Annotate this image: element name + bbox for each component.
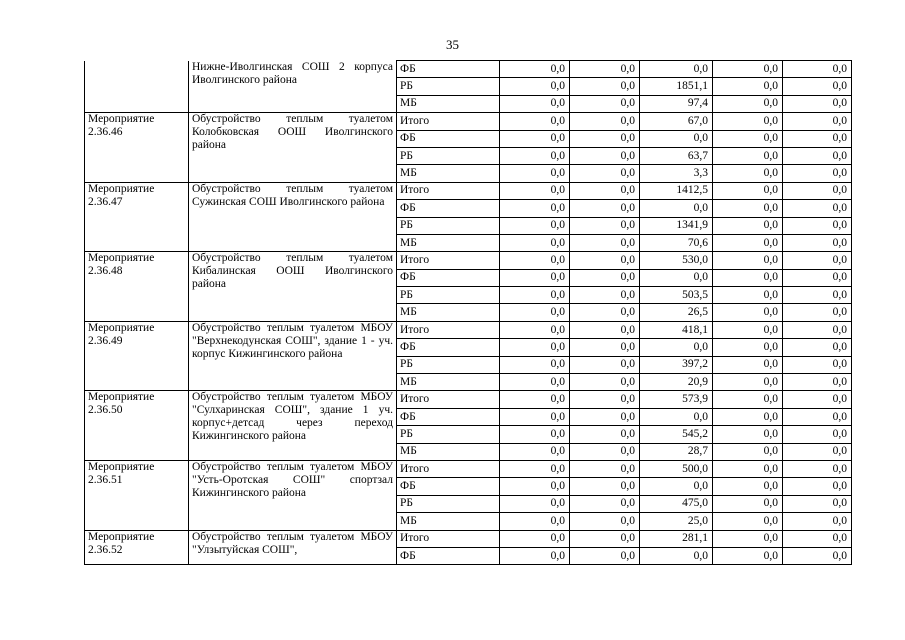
amount-cell: 573,9 — [640, 391, 713, 408]
funding-source-cell: МБ — [397, 443, 500, 460]
amount-cell: 500,0 — [640, 460, 713, 477]
amount-cell: 0,0 — [783, 200, 852, 217]
amount-cell: 0,0 — [640, 547, 713, 564]
amount-cell: 0,0 — [640, 478, 713, 495]
amount-cell: 0,0 — [783, 182, 852, 199]
amount-cell: 0,0 — [570, 165, 640, 182]
amount-cell: 0,0 — [783, 478, 852, 495]
activity-code-cell: Мероприятие 2.36.50 — [85, 391, 189, 461]
amount-cell: 0,0 — [783, 130, 852, 147]
amount-cell: 67,0 — [640, 113, 713, 130]
amount-cell: 0,0 — [783, 234, 852, 251]
page-number: 35 — [446, 37, 459, 52]
amount-cell: 0,0 — [713, 513, 783, 530]
amount-cell: 0,0 — [570, 495, 640, 512]
activity-code-cell: Мероприятие 2.36.51 — [85, 460, 189, 530]
amount-cell: 0,0 — [783, 391, 852, 408]
amount-cell: 0,0 — [570, 530, 640, 547]
amount-cell: 281,1 — [640, 530, 713, 547]
amount-cell: 0,0 — [783, 408, 852, 425]
funding-source-cell: ФБ — [397, 339, 500, 356]
funding-source-cell: ФБ — [397, 408, 500, 425]
funding-source-cell: ФБ — [397, 547, 500, 564]
activity-description-cell: Нижне-Иволгинская СОШ 2 корпуса Иволгинского района — [189, 61, 397, 113]
funding-source-cell: ФБ — [397, 130, 500, 147]
amount-cell: 0,0 — [783, 113, 852, 130]
funding-source-cell: РБ — [397, 287, 500, 304]
amount-cell: 20,9 — [640, 374, 713, 391]
amount-cell: 0,0 — [713, 426, 783, 443]
funding-source-cell: ФБ — [397, 478, 500, 495]
amount-cell: 0,0 — [640, 339, 713, 356]
amount-cell: 0,0 — [570, 321, 640, 338]
amount-cell: 0,0 — [570, 269, 640, 286]
funding-source-cell: РБ — [397, 426, 500, 443]
amount-cell: 3,3 — [640, 165, 713, 182]
amount-cell: 0,0 — [713, 165, 783, 182]
amount-cell: 0,0 — [570, 78, 640, 95]
amount-cell: 0,0 — [783, 95, 852, 112]
amount-cell: 0,0 — [570, 478, 640, 495]
amount-cell: 0,0 — [640, 200, 713, 217]
funding-source-cell: Итого — [397, 391, 500, 408]
amount-cell: 0,0 — [783, 374, 852, 391]
activity-description-cell: Обустройство теплым туалетом Кибалинская ООШ Иволгинского района — [189, 252, 397, 322]
amount-cell: 0,0 — [570, 147, 640, 164]
activity-code-cell — [85, 61, 189, 113]
amount-cell: 0,0 — [570, 408, 640, 425]
amount-cell: 0,0 — [570, 513, 640, 530]
amount-cell: 0,0 — [570, 130, 640, 147]
budget-table — [84, 60, 852, 565]
amount-cell: 0,0 — [500, 252, 570, 269]
amount-cell: 0,0 — [500, 95, 570, 112]
amount-cell: 0,0 — [713, 234, 783, 251]
amount-cell: 0,0 — [500, 147, 570, 164]
amount-cell: 397,2 — [640, 356, 713, 373]
amount-cell: 0,0 — [713, 252, 783, 269]
amount-cell: 0,0 — [713, 147, 783, 164]
activity-description-cell: Обустройство теплым туалетом МБОУ "Сулхаринская СОШ", здание 1 уч. корпус+детсад через переход Кижингинского района — [189, 391, 397, 461]
amount-cell: 0,0 — [500, 78, 570, 95]
amount-cell: 0,0 — [500, 113, 570, 130]
table-row — [85, 460, 852, 477]
amount-cell: 530,0 — [640, 252, 713, 269]
amount-cell: 545,2 — [640, 426, 713, 443]
amount-cell: 0,0 — [713, 374, 783, 391]
amount-cell: 0,0 — [640, 130, 713, 147]
amount-cell: 0,0 — [713, 269, 783, 286]
amount-cell: 0,0 — [500, 356, 570, 373]
amount-cell: 0,0 — [783, 530, 852, 547]
amount-cell: 0,0 — [713, 478, 783, 495]
funding-source-cell: РБ — [397, 147, 500, 164]
amount-cell: 0,0 — [713, 339, 783, 356]
amount-cell: 0,0 — [713, 287, 783, 304]
amount-cell: 0,0 — [783, 495, 852, 512]
amount-cell: 0,0 — [713, 61, 783, 78]
amount-cell: 0,0 — [783, 78, 852, 95]
amount-cell: 0,0 — [783, 547, 852, 564]
funding-source-cell: МБ — [397, 304, 500, 321]
activity-code-cell: Мероприятие 2.36.52 — [85, 530, 189, 565]
amount-cell: 0,0 — [500, 391, 570, 408]
amount-cell: 0,0 — [783, 304, 852, 321]
funding-source-cell: Итого — [397, 460, 500, 477]
amount-cell: 0,0 — [570, 304, 640, 321]
amount-cell: 0,0 — [713, 130, 783, 147]
funding-source-cell: МБ — [397, 95, 500, 112]
amount-cell: 0,0 — [570, 252, 640, 269]
amount-cell: 0,0 — [640, 269, 713, 286]
amount-cell: 0,0 — [570, 95, 640, 112]
amount-cell: 25,0 — [640, 513, 713, 530]
funding-source-cell: РБ — [397, 217, 500, 234]
table-body — [85, 61, 852, 565]
activity-description-cell: Обустройство теплым туалетом МБОУ "Усть-Оротская СОШ" спортзал Кижингинского района — [189, 460, 397, 530]
amount-cell: 0,0 — [500, 460, 570, 477]
amount-cell: 0,0 — [640, 408, 713, 425]
amount-cell: 26,5 — [640, 304, 713, 321]
funding-source-cell: РБ — [397, 495, 500, 512]
amount-cell: 0,0 — [713, 530, 783, 547]
amount-cell: 0,0 — [570, 182, 640, 199]
amount-cell: 0,0 — [500, 530, 570, 547]
amount-cell: 503,5 — [640, 287, 713, 304]
amount-cell: 0,0 — [500, 321, 570, 338]
funding-source-cell: Итого — [397, 530, 500, 547]
activity-description-cell: Обустройство теплым туалетом МБОУ "Верхнекодунская СОШ", здание 1 - уч. корпус Кижингинского района — [189, 321, 397, 391]
funding-source-cell: Итого — [397, 182, 500, 199]
amount-cell: 0,0 — [783, 443, 852, 460]
amount-cell: 0,0 — [713, 321, 783, 338]
amount-cell: 0,0 — [783, 147, 852, 164]
amount-cell: 63,7 — [640, 147, 713, 164]
amount-cell: 0,0 — [713, 182, 783, 199]
funding-source-cell: ФБ — [397, 61, 500, 78]
amount-cell: 0,0 — [783, 426, 852, 443]
amount-cell: 0,0 — [500, 165, 570, 182]
amount-cell: 0,0 — [783, 339, 852, 356]
amount-cell: 0,0 — [500, 234, 570, 251]
amount-cell: 0,0 — [570, 547, 640, 564]
amount-cell: 0,0 — [500, 182, 570, 199]
amount-cell: 0,0 — [570, 339, 640, 356]
amount-cell: 0,0 — [713, 304, 783, 321]
funding-source-cell: МБ — [397, 513, 500, 530]
amount-cell: 0,0 — [500, 374, 570, 391]
amount-cell: 0,0 — [500, 339, 570, 356]
funding-source-cell: МБ — [397, 234, 500, 251]
amount-cell: 0,0 — [500, 200, 570, 217]
amount-cell: 0,0 — [500, 547, 570, 564]
amount-cell: 0,0 — [783, 321, 852, 338]
table-row — [85, 391, 852, 408]
amount-cell: 0,0 — [783, 217, 852, 234]
funding-source-cell: ФБ — [397, 200, 500, 217]
amount-cell: 0,0 — [500, 513, 570, 530]
amount-cell: 0,0 — [570, 234, 640, 251]
amount-cell: 0,0 — [783, 460, 852, 477]
amount-cell: 0,0 — [500, 443, 570, 460]
amount-cell: 0,0 — [713, 200, 783, 217]
amount-cell: 0,0 — [783, 269, 852, 286]
table-row — [85, 113, 852, 130]
funding-source-cell: РБ — [397, 78, 500, 95]
funding-source-cell: Итого — [397, 113, 500, 130]
activity-description-cell: Обустройство теплым туалетом МБОУ "Улзытуйская СОШ", — [189, 530, 397, 565]
activity-code-cell: Мероприятие 2.36.49 — [85, 321, 189, 391]
amount-cell: 1412,5 — [640, 182, 713, 199]
amount-cell: 0,0 — [713, 78, 783, 95]
amount-cell: 0,0 — [783, 165, 852, 182]
amount-cell: 0,0 — [570, 391, 640, 408]
amount-cell: 0,0 — [640, 61, 713, 78]
funding-source-cell: Итого — [397, 321, 500, 338]
activity-code-cell: Мероприятие 2.36.47 — [85, 182, 189, 252]
funding-source-cell: Итого — [397, 252, 500, 269]
amount-cell: 0,0 — [713, 460, 783, 477]
funding-source-cell: МБ — [397, 165, 500, 182]
table-row — [85, 321, 852, 338]
amount-cell: 0,0 — [713, 391, 783, 408]
table-row — [85, 61, 852, 78]
table-row — [85, 182, 852, 199]
amount-cell: 0,0 — [570, 200, 640, 217]
amount-cell: 0,0 — [570, 356, 640, 373]
amount-cell: 0,0 — [783, 356, 852, 373]
amount-cell: 0,0 — [570, 217, 640, 234]
amount-cell: 0,0 — [570, 460, 640, 477]
amount-cell: 28,7 — [640, 443, 713, 460]
funding-source-cell: МБ — [397, 374, 500, 391]
amount-cell: 1851,1 — [640, 78, 713, 95]
activity-code-cell: Мероприятие 2.36.46 — [85, 113, 189, 183]
amount-cell: 70,6 — [640, 234, 713, 251]
funding-source-cell: РБ — [397, 356, 500, 373]
amount-cell: 0,0 — [500, 478, 570, 495]
activity-code-cell: Мероприятие 2.36.48 — [85, 252, 189, 322]
amount-cell: 418,1 — [640, 321, 713, 338]
table-row — [85, 530, 852, 547]
table-row — [85, 252, 852, 269]
amount-cell: 0,0 — [500, 217, 570, 234]
amount-cell: 0,0 — [500, 408, 570, 425]
amount-cell: 0,0 — [783, 287, 852, 304]
amount-cell: 0,0 — [500, 287, 570, 304]
amount-cell: 1341,9 — [640, 217, 713, 234]
amount-cell: 0,0 — [500, 426, 570, 443]
amount-cell: 0,0 — [713, 95, 783, 112]
amount-cell: 0,0 — [500, 304, 570, 321]
amount-cell: 0,0 — [713, 547, 783, 564]
amount-cell: 0,0 — [570, 287, 640, 304]
amount-cell: 0,0 — [570, 61, 640, 78]
amount-cell: 0,0 — [570, 443, 640, 460]
amount-cell: 0,0 — [713, 356, 783, 373]
amount-cell: 0,0 — [713, 495, 783, 512]
amount-cell: 97,4 — [640, 95, 713, 112]
activity-description-cell: Обустройство теплым туалетом Колобковская ООШ Иволгинского района — [189, 113, 397, 183]
amount-cell: 0,0 — [713, 217, 783, 234]
amount-cell: 0,0 — [713, 443, 783, 460]
amount-cell: 0,0 — [500, 61, 570, 78]
amount-cell: 0,0 — [783, 513, 852, 530]
amount-cell: 0,0 — [783, 61, 852, 78]
amount-cell: 0,0 — [570, 426, 640, 443]
funding-source-cell: ФБ — [397, 269, 500, 286]
amount-cell: 0,0 — [570, 374, 640, 391]
amount-cell: 0,0 — [500, 130, 570, 147]
amount-cell: 0,0 — [783, 252, 852, 269]
amount-cell: 0,0 — [713, 408, 783, 425]
activity-description-cell: Обустройство теплым туалетом Сужинская СОШ Иволгинского района — [189, 182, 397, 252]
amount-cell: 0,0 — [570, 113, 640, 130]
amount-cell: 0,0 — [500, 269, 570, 286]
amount-cell: 0,0 — [713, 113, 783, 130]
amount-cell: 475,0 — [640, 495, 713, 512]
amount-cell: 0,0 — [500, 495, 570, 512]
